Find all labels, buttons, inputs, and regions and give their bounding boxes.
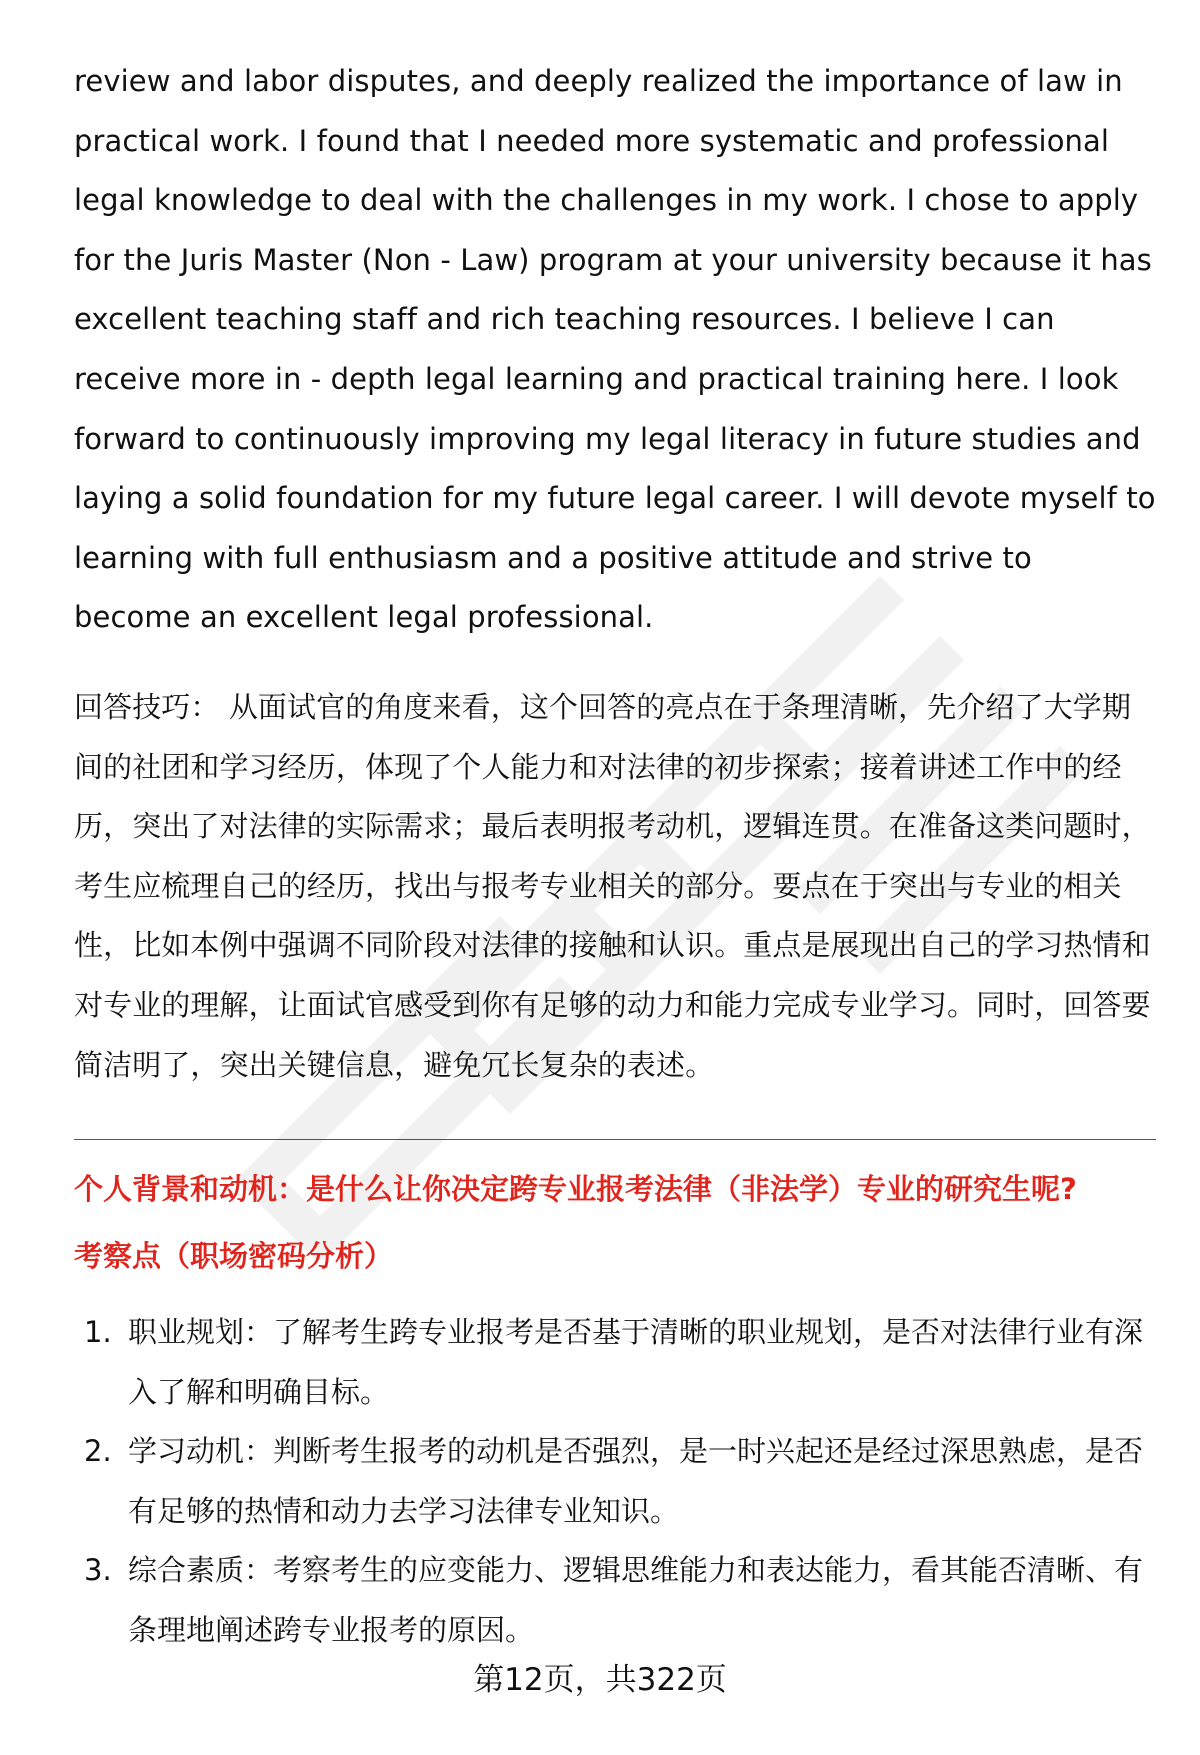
answer-tips-paragraph: 回答技巧： 从面试官的角度来看，这个回答的亮点在于条理清晰，先介绍了大学期间的社团和学习经历，体现了个人能力和对法律的初步探索；接着讲述工作中的经历，突出了对法律的实际需求；最后表明报考动机，逻辑连贯。在准备这类问题时，考生应梳理自己的经历，找出与报考专业相关的部分。要点在于突出与专业的相关性，比如本例中强调不同阶段对法律的接触和认识。重点是展现出自己的学习热情和对专业的理解，让面试官感受到你有足够的动力和能力完成专业学习。同时，回答要简洁明了，突出关键信息，避免冗长复杂的表述。 bbox=[74, 689, 1151, 1082]
intro-paragraph: review and labor disputes, and deeply realized the importance of law in practical work. I found that I needed more systematic and professional legal knowledge to deal with the challenges in my work. I chose to apply for the Juris Master (Non - Law) program at your university because it has excellent teaching staff and rich teaching resources. I believe I can receive more in - depth legal learning and practical training here. I look forward to continuously improving my legal literacy in future studies and laying a solid foundation for my future legal career. I will devote myself to learning with full enthusiasm and a positive attitude and strive to become an excellent legal professional. bbox=[74, 64, 1156, 635]
page-number-footer: 第12页，共322页 bbox=[473, 1662, 727, 1698]
analysis-points-list bbox=[74, 1303, 1156, 1661]
list-item bbox=[74, 1303, 1156, 1422]
list-item-text: 学习动机：判断考生报考的动机是否强烈，是一时兴起还是经过深思熟虑，是否有足够的热情和动力去学习法律专业知识。 bbox=[128, 1434, 1144, 1528]
list-item-number: 1. bbox=[84, 1315, 112, 1350]
list-item bbox=[74, 1422, 1156, 1541]
analysis-title: 考察点（职场密码分析） bbox=[74, 1239, 394, 1274]
question-title: 个人背景和动机：是什么让你决定跨专业报考法律（非法学）专业的研究生呢? bbox=[74, 1172, 1077, 1207]
list-item-number: 3. bbox=[84, 1553, 112, 1588]
list-item bbox=[74, 1541, 1156, 1660]
document-page bbox=[74, 52, 1156, 1677]
list-item-number: 2. bbox=[84, 1434, 112, 1469]
section-divider bbox=[74, 1139, 1156, 1140]
list-item-text: 综合素质：考察考生的应变能力、逻辑思维能力和表达能力，看其能否清晰、有条理地阐述跨专业报考的原因。 bbox=[128, 1553, 1144, 1648]
list-item-text: 职业规划：了解考生跨专业报考是否基于清晰的职业规划，是否对法律行业有深入了解和明确目标。 bbox=[128, 1315, 1144, 1409]
